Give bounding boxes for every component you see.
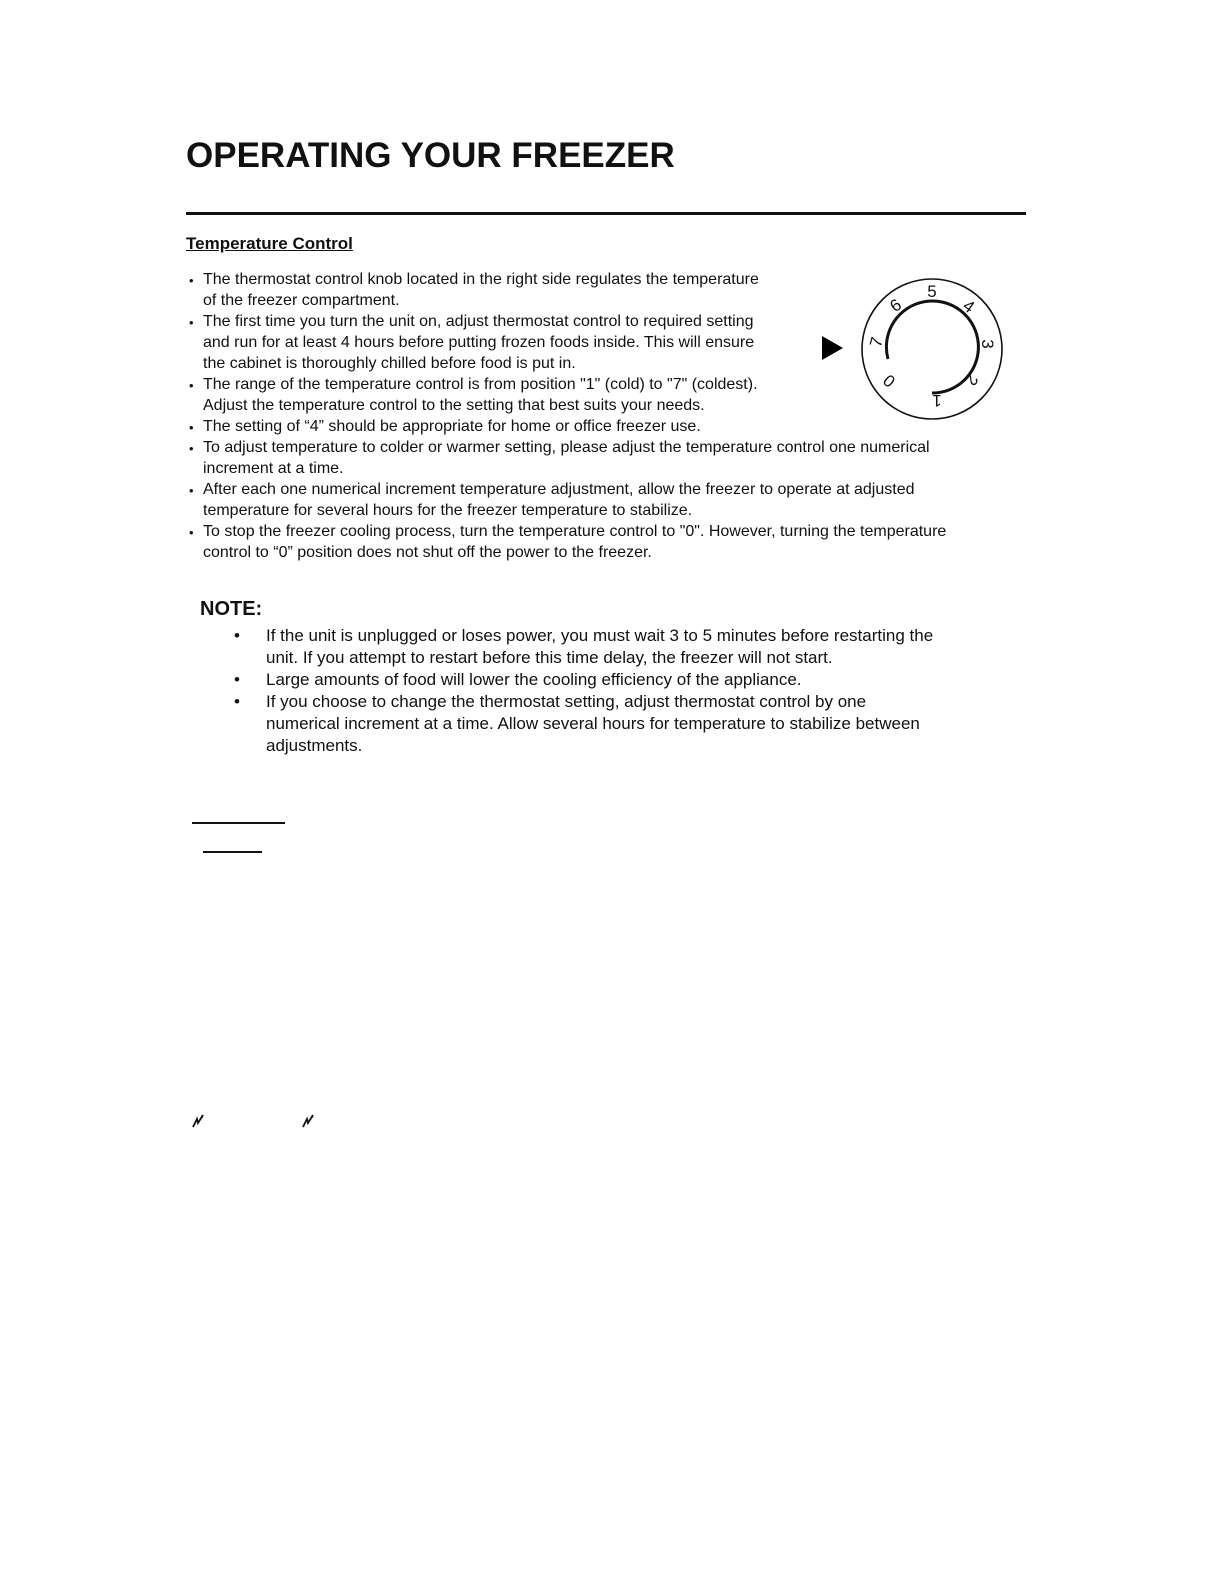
- dial-label-6: 6: [886, 295, 906, 317]
- bullet-item: • To stop the freezer cooling process, turn the temperature control to "0". However, turning the temperature control to “0” position does not shut off the power to the freezer.: [186, 521, 1036, 563]
- note-item: • If the unit is unplugged or loses power, you must wait 3 to 5 minutes before restarting the unit. If you attempt to restart before this time delay, the freezer will not start.: [230, 625, 1010, 669]
- lightning-mark-icon: [190, 1113, 206, 1129]
- note-item: • If you choose to change the thermostat setting, adjust thermostat control by one numerical increment at a time. Allow several hours for temperature to stabilize between adjustments.: [230, 691, 1010, 757]
- page-title: OPERATING YOUR FREEZER: [186, 136, 675, 175]
- bullet-item: • The setting of “4” should be appropriate for home or office freezer use.: [186, 416, 1036, 437]
- section-heading: Temperature Control: [186, 234, 353, 253]
- lightning-mark-icon: [300, 1113, 316, 1129]
- note-item: • Large amounts of food will lower the cooling efficiency of the appliance.: [230, 669, 1010, 691]
- dial-label-1: 1: [932, 391, 942, 410]
- right-triangle-arrow-icon: [822, 336, 843, 360]
- note-list: [230, 625, 1010, 757]
- dial-label-5: 5: [927, 282, 937, 301]
- bullet-item: • After each one numerical increment temperature adjustment, allow the freezer to operate at adjusted temperature for several hours for the freezer temperature to stabilize.: [186, 479, 1036, 521]
- bullet-item: • To adjust temperature to colder or warmer setting, please adjust the temperature control one numerical increment at a time.: [186, 437, 1036, 479]
- title-divider: [186, 212, 1026, 215]
- short-divider: [203, 851, 262, 853]
- bullet-item: • The range of the temperature control is from position "1" (cold) to "7" (coldest). Adjust the temperature control to the setting that best suits your needs.: [186, 374, 1036, 416]
- dial-label-4: 4: [959, 295, 979, 317]
- bullet-item: • The first time you turn the unit on, adjust thermostat control to required setting and run for at least 4 hours before putting frozen foods inside. This will ensure the cabinet is thoroughly chilled before food is put in.: [186, 311, 1036, 374]
- dial-label-7: 7: [866, 335, 887, 350]
- bullet-item: • The thermostat control knob located in the right side regulates the temperature of the freezer compartment.: [186, 269, 1036, 311]
- dial-label-2: 2: [961, 370, 983, 390]
- short-divider: [192, 822, 285, 824]
- dial-label-0: 0: [879, 370, 900, 391]
- dial-label-3: 3: [978, 339, 997, 349]
- thermostat-dial-icon: [858, 275, 1006, 423]
- note-heading: NOTE:: [200, 598, 263, 620]
